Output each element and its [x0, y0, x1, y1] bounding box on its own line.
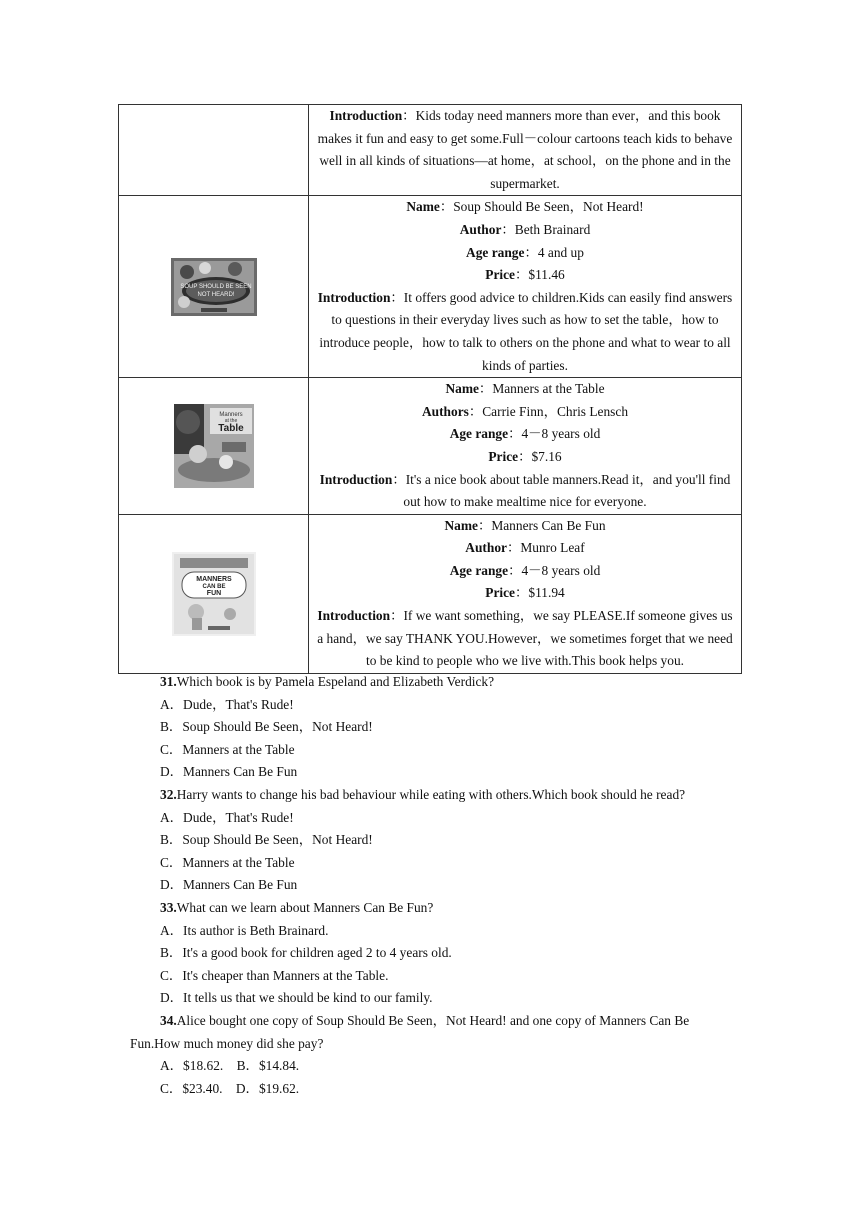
introduction-text: It offers good advice to children.Kids can easily find answers to questions in their everyday lives such as how to set the table，how to introduce people，how to talk to others on the phone and what to wear to all kinds of parties. [319, 289, 733, 373]
question-34: 34.Alice bought one copy of Soup Should Be Seen，Not Heard! and one copy of Manners Can Be Fun.How much money did she pay? [130, 1012, 690, 1051]
book-info-cell [309, 514, 742, 673]
option: A．$18.62. B．$14.84. [160, 1058, 300, 1074]
option: D．It tells us that we should be kind to our family. [160, 990, 433, 1006]
book-row [119, 105, 742, 196]
book-info-cell [309, 378, 742, 515]
book-cover-cell [119, 514, 309, 673]
svg-text:Manners: Manners [218, 411, 243, 418]
option: C．Manners at the Table [160, 741, 295, 757]
option: A．Dude，That's Rude! [160, 809, 294, 825]
introduction-line: Introduction：If we want something，we say PLEASE.If someone gives us a hand，we say THANK YOU.However，we sometimes forget that we need to be kind to people who we live with.This book helps you. [317, 608, 733, 669]
svg-text:MANNERS: MANNERS [195, 575, 232, 583]
questions-section [130, 671, 742, 1100]
introduction-line: Introduction：Kids today need manners more than ever，and this book makes it fun and easy to get some.Full－colour cartoons teach kids to behave well in all kinds of situations—at home，at school，on the phone and in the supermarket. [317, 108, 733, 191]
option: B．Soup Should Be Seen，Not Heard! [160, 832, 373, 848]
field-age-range: Age range：4 and up [466, 244, 584, 260]
introduction-line: Introduction：It's a nice book about table manners.Read it，and you'll find out how to make mealtime nice for everyone. [319, 471, 731, 510]
option: B．It's a good book for children aged 2 to 4 years old. [160, 945, 452, 961]
book-cover-cell-empty [119, 105, 309, 196]
field-name: Name：Manners Can Be Fun [444, 517, 606, 533]
introduction-label: Introduction [329, 108, 403, 123]
book-info-cell [309, 196, 742, 378]
svg-text:CAN BE: CAN BE [201, 583, 226, 590]
table-book-cover-image [174, 404, 254, 488]
field-price: Price：$11.94 [485, 585, 565, 601]
introduction-line: Introduction：It offers good advice to children.Kids can easily find answers to questions in their everyday lives such as how to set the table，how to introduce people，how to talk to others on the phone and what to wear to all kinds of parties. [317, 289, 733, 373]
field-name: Name：Manners at the Table [445, 381, 605, 397]
field-author: Author：Munro Leaf [465, 540, 585, 556]
book-row [119, 196, 742, 378]
option: C．Manners at the Table [160, 854, 295, 870]
book-info-cell [309, 105, 742, 196]
svg-text:NOT HEARD!: NOT HEARD! [197, 291, 234, 298]
field-price: Price：$7.16 [488, 448, 562, 464]
book-table [118, 104, 742, 674]
svg-text:Table: Table [217, 422, 244, 434]
book-cover-cell [119, 196, 309, 378]
option: D．Manners Can Be Fun [160, 877, 298, 893]
question-31: 31.Which book is by Pamela Espeland and Elizabeth Verdick? [160, 674, 495, 689]
field-author: Author：Beth Brainard [459, 221, 591, 237]
introduction-text: If we want something，we say PLEASE.If someone gives us a hand，we say THANK YOU.However，we sometimes forget that we need to be kind to people who we live with.This book helps you. [317, 608, 733, 669]
option: C．It's cheaper than Manners at the Table. [160, 967, 389, 983]
svg-text:FUN: FUN [206, 589, 221, 597]
fun-book-cover-image [172, 552, 256, 636]
introduction-text: Kids today need manners more than ever，and this book makes it fun and easy to get some.Full－colour cartoons teach kids to behave well in all kinds of situations—at home，at school，on the phone and in the supermarket. [317, 108, 733, 191]
svg-text:SOUP SHOULD BE SEEN: SOUP SHOULD BE SEEN [179, 283, 252, 290]
option: C．$23.40. D．$19.62. [160, 1080, 300, 1096]
introduction-text: It's a nice book about table manners.Read it，and you'll find out how to make mealtime nice for everyone. [403, 471, 731, 510]
option: D．Manners Can Be Fun [160, 764, 298, 780]
option: B．Soup Should Be Seen，Not Heard! [160, 719, 373, 735]
field-authors: Authors：Carrie Finn，Chris Lensch [421, 403, 629, 419]
soup-book-cover-image [171, 258, 257, 316]
question-33: 33.What can we learn about Manners Can Be Fun? [160, 899, 434, 915]
svg-text:at the: at the [224, 417, 237, 424]
book-row [119, 514, 742, 673]
field-name: Name：Soup Should Be Seen，Not Heard! [406, 199, 644, 215]
question-32: 32.Harry wants to change his bad behaviour while eating with others.Which book should he read? [160, 786, 686, 802]
option: A．Its author is Beth Brainard. [160, 922, 329, 938]
field-age-range: Age range：4－8 years old [449, 562, 601, 578]
book-row [119, 378, 742, 515]
option: A．Dude，That's Rude! [160, 696, 294, 712]
field-age-range: Age range：4－8 years old [449, 426, 601, 442]
field-price: Price：$11.46 [485, 267, 565, 283]
book-cover-cell [119, 378, 309, 515]
